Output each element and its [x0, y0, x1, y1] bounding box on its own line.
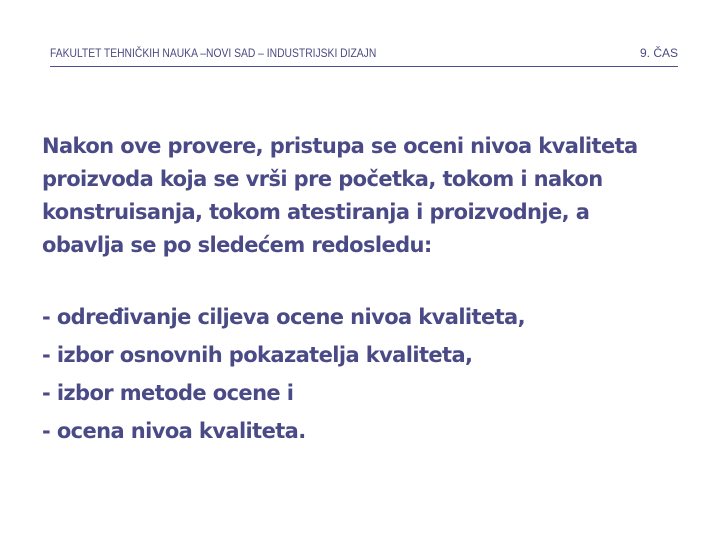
faculty-title: FAKULTET TEHNIČKIH NAUKA –NOVI SAD – INDUSTRIJSKI DIZAJN	[50, 46, 377, 60]
list-item: - izbor osnovnih pokazatelja kvaliteta,	[42, 343, 473, 367]
list-item: - određivanje ciljeva ocene nivoa kvaliteta,	[42, 305, 525, 329]
list-item: - izbor metode ocene i	[42, 381, 294, 405]
list-item: - ocena nivoa kvaliteta.	[42, 419, 306, 443]
slide-header	[50, 46, 678, 67]
steps-list	[42, 298, 682, 450]
paragraph-line: proizvoda koja se vrši pre početka, tokom i nakon	[42, 167, 603, 191]
paragraph-line: obavlja se po sledećem redosledu:	[42, 233, 432, 257]
intro-paragraph	[42, 130, 682, 262]
paragraph-line: konstruisanja, tokom atestiranja i proizvodnje, a	[42, 200, 590, 224]
paragraph-line: Nakon ove provere, pristupa se oceni nivoa kvaliteta	[42, 134, 638, 158]
slide-content	[42, 130, 682, 450]
lecture-number: 9. ČAS	[639, 46, 678, 60]
